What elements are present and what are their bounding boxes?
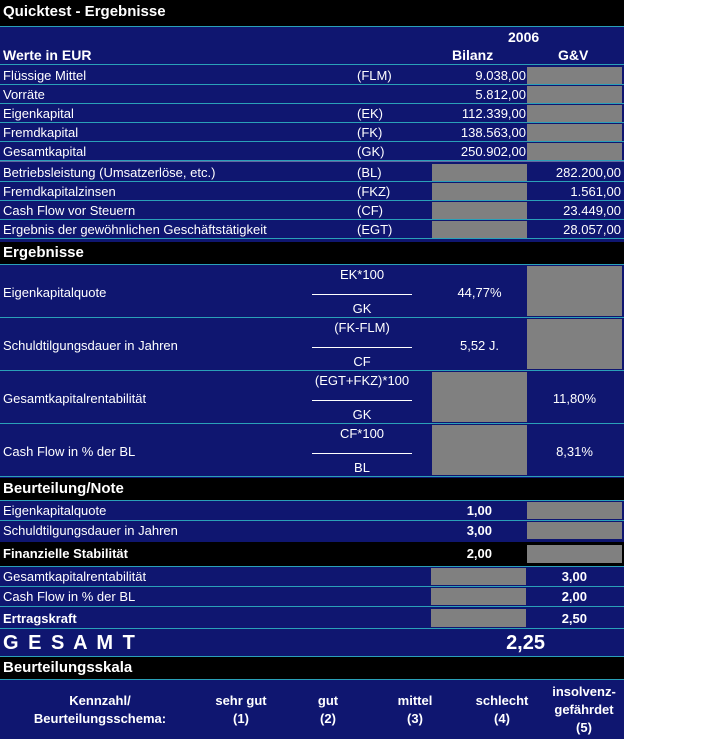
fraction-line [312, 400, 412, 401]
separator [0, 370, 624, 371]
gray-cell [431, 609, 526, 627]
value-row-abbr: (EK) [357, 106, 383, 121]
grade-label: sehr gut [215, 693, 267, 708]
ergebnisse-title: Ergebnisse [3, 244, 84, 261]
ertragskraft-value: 2,50 [561, 611, 587, 626]
skala-title: Beurteilungsskala [3, 659, 133, 676]
separator [0, 423, 624, 424]
gray-cell [431, 588, 526, 605]
gray-cell [432, 425, 527, 475]
gesamt-value: 2,25 [506, 632, 545, 654]
ergebnisse-header [0, 242, 624, 264]
value-row-abbr: (FK) [357, 125, 383, 140]
value-row-guv: 23.449,00 [563, 203, 621, 218]
formula-denominator: BL [354, 460, 370, 475]
col-bilanz-header: Bilanz [452, 47, 494, 63]
beurteilung-label: Gesamtkapitalrentabilität [3, 569, 147, 584]
separator [0, 181, 624, 182]
separator [0, 586, 624, 587]
beurteilung-header [0, 478, 624, 500]
separator [0, 606, 624, 607]
separator [0, 500, 624, 501]
grade-label: insolvenz- [552, 684, 616, 699]
skala-header [0, 657, 624, 679]
value-row-bilanz: 5.812,00 [475, 87, 526, 102]
gray-cell [432, 202, 527, 219]
grade-number: (2) [320, 711, 336, 726]
title-bar [0, 0, 624, 26]
ergebnis-label: Eigenkapitalquote [3, 285, 107, 300]
beurteilung-label: Eigenkapitalquote [3, 503, 107, 518]
gray-cell [527, 143, 622, 160]
separator [0, 122, 624, 123]
ergebnis-guv: 11,80% [552, 391, 597, 406]
gesamt-label: G E S A M T [3, 632, 137, 654]
value-row-guv: 28.057,00 [563, 222, 621, 237]
ergebnis-label: Gesamtkapitalrentabilität [3, 391, 147, 406]
separator [0, 679, 624, 680]
gray-cell [527, 86, 622, 103]
value-row-label: Fremdkapitalzinsen [3, 184, 116, 199]
fraction-line [312, 453, 412, 454]
separator [0, 628, 624, 629]
value-row-bilanz: 9.038,00 [475, 68, 526, 83]
separator [0, 566, 624, 567]
gray-cell [527, 67, 622, 84]
ergebnis-bilanz: 5,52 J. [459, 338, 500, 353]
fraction-line [312, 294, 412, 295]
separator [0, 238, 624, 239]
ergebnis-label: Cash Flow in % der BL [3, 444, 136, 459]
formula-numerator: EK*100 [339, 267, 385, 282]
beurteilung-value: 1,00 [466, 503, 492, 518]
value-row-guv: 1.561,00 [570, 184, 621, 199]
formula-denominator: GK [352, 407, 372, 422]
separator [0, 264, 624, 265]
formula-denominator: CF [353, 354, 371, 369]
gray-cell [527, 545, 622, 563]
value-row-abbr: (GK) [357, 144, 385, 159]
col-guv-header: G&V [558, 47, 589, 63]
kennzahl-label-1: Kennzahl/ [69, 693, 131, 708]
value-row-abbr: (BL) [357, 165, 382, 180]
beurteilung-value: 3,00 [466, 523, 492, 538]
value-row-guv: 282.200,00 [555, 165, 621, 180]
kennzahl-label-2: Beurteilungsschema: [33, 711, 167, 726]
gray-cell [527, 319, 622, 369]
separator [0, 26, 624, 27]
value-row-abbr: (CF) [357, 203, 383, 218]
value-row-label: Gesamtkapital [3, 144, 87, 159]
formula-numerator: (FK-FLM) [334, 320, 390, 335]
separator [0, 476, 624, 477]
ergebnis-guv: 8,31% [556, 444, 593, 459]
gray-cell [432, 183, 527, 200]
page-title: Quicktest - Ergebnisse [3, 3, 166, 20]
ergebnis-label: Schuldtilgungsdauer in Jahren [3, 338, 178, 353]
fraction-line [312, 347, 412, 348]
grade-number: (1) [233, 711, 249, 726]
grade-label: mittel [397, 693, 433, 708]
formula-numerator: CF*100 [339, 426, 385, 441]
value-row-bilanz: 250.902,00 [460, 144, 526, 159]
beurteilung-label: Cash Flow in % der BL [3, 589, 136, 604]
separator [0, 520, 624, 521]
grade-number: (5) [576, 720, 592, 735]
finanzielle-stabilitaet-label: Finanzielle Stabilität [3, 546, 128, 561]
separator [0, 200, 624, 201]
value-row-label: Vorräte [3, 87, 45, 102]
gray-cell [432, 221, 527, 238]
value-row-label: Ergebnis der gewöhnlichen Geschäftstätigkeit [3, 222, 267, 237]
gray-cell [527, 105, 622, 122]
value-row-abbr: (FKZ) [357, 184, 391, 199]
gray-cell [432, 372, 527, 422]
year-label: 2006 [508, 29, 540, 45]
gray-cell [527, 124, 622, 141]
formula-numerator: (EGT+FKZ)*100 [314, 373, 410, 388]
grade-label: gut [317, 693, 339, 708]
value-row-abbr: (FLM) [357, 68, 392, 83]
grade-label: schlecht [475, 693, 529, 708]
separator [0, 84, 624, 85]
separator [0, 317, 624, 318]
value-row-bilanz: 138.563,00 [460, 125, 526, 140]
separator [0, 219, 624, 220]
value-row-bilanz: 112.339,00 [461, 106, 526, 121]
separator [0, 64, 624, 65]
grade-number: (4) [494, 711, 510, 726]
gray-cell [527, 522, 622, 539]
separator [0, 103, 624, 104]
gray-cell [527, 266, 622, 316]
beurteilung-label: Schuldtilgungsdauer in Jahren [3, 523, 178, 538]
beurteilung-value: 2,00 [561, 589, 587, 604]
gray-cell [527, 502, 622, 519]
gray-cell [431, 568, 526, 585]
value-row-label: Betriebsleistung (Umsatzerlöse, etc.) [3, 165, 216, 180]
value-row-abbr: (EGT) [357, 222, 393, 237]
separator [0, 141, 624, 142]
value-row-label: Cash Flow vor Steuern [3, 203, 136, 218]
beurteilung-title: Beurteilung/Note [3, 480, 124, 497]
value-row-label: Flüssige Mittel [3, 68, 87, 83]
beurteilung-value: 3,00 [561, 569, 587, 584]
grade-number: (3) [407, 711, 423, 726]
value-row-label: Fremdkapital [3, 125, 79, 140]
grade-label-2: gefährdet [554, 702, 614, 717]
value-row-label: Eigenkapital [3, 106, 74, 121]
ertragskraft-label: Ertragskraft [3, 611, 77, 626]
finanzielle-stabilitaet-value: 2,00 [466, 546, 492, 561]
units-label: Werte in EUR [3, 47, 92, 63]
gray-cell [432, 164, 527, 181]
ergebnis-bilanz: 44,77% [457, 285, 502, 300]
separator [0, 161, 624, 162]
formula-denominator: GK [352, 301, 372, 316]
